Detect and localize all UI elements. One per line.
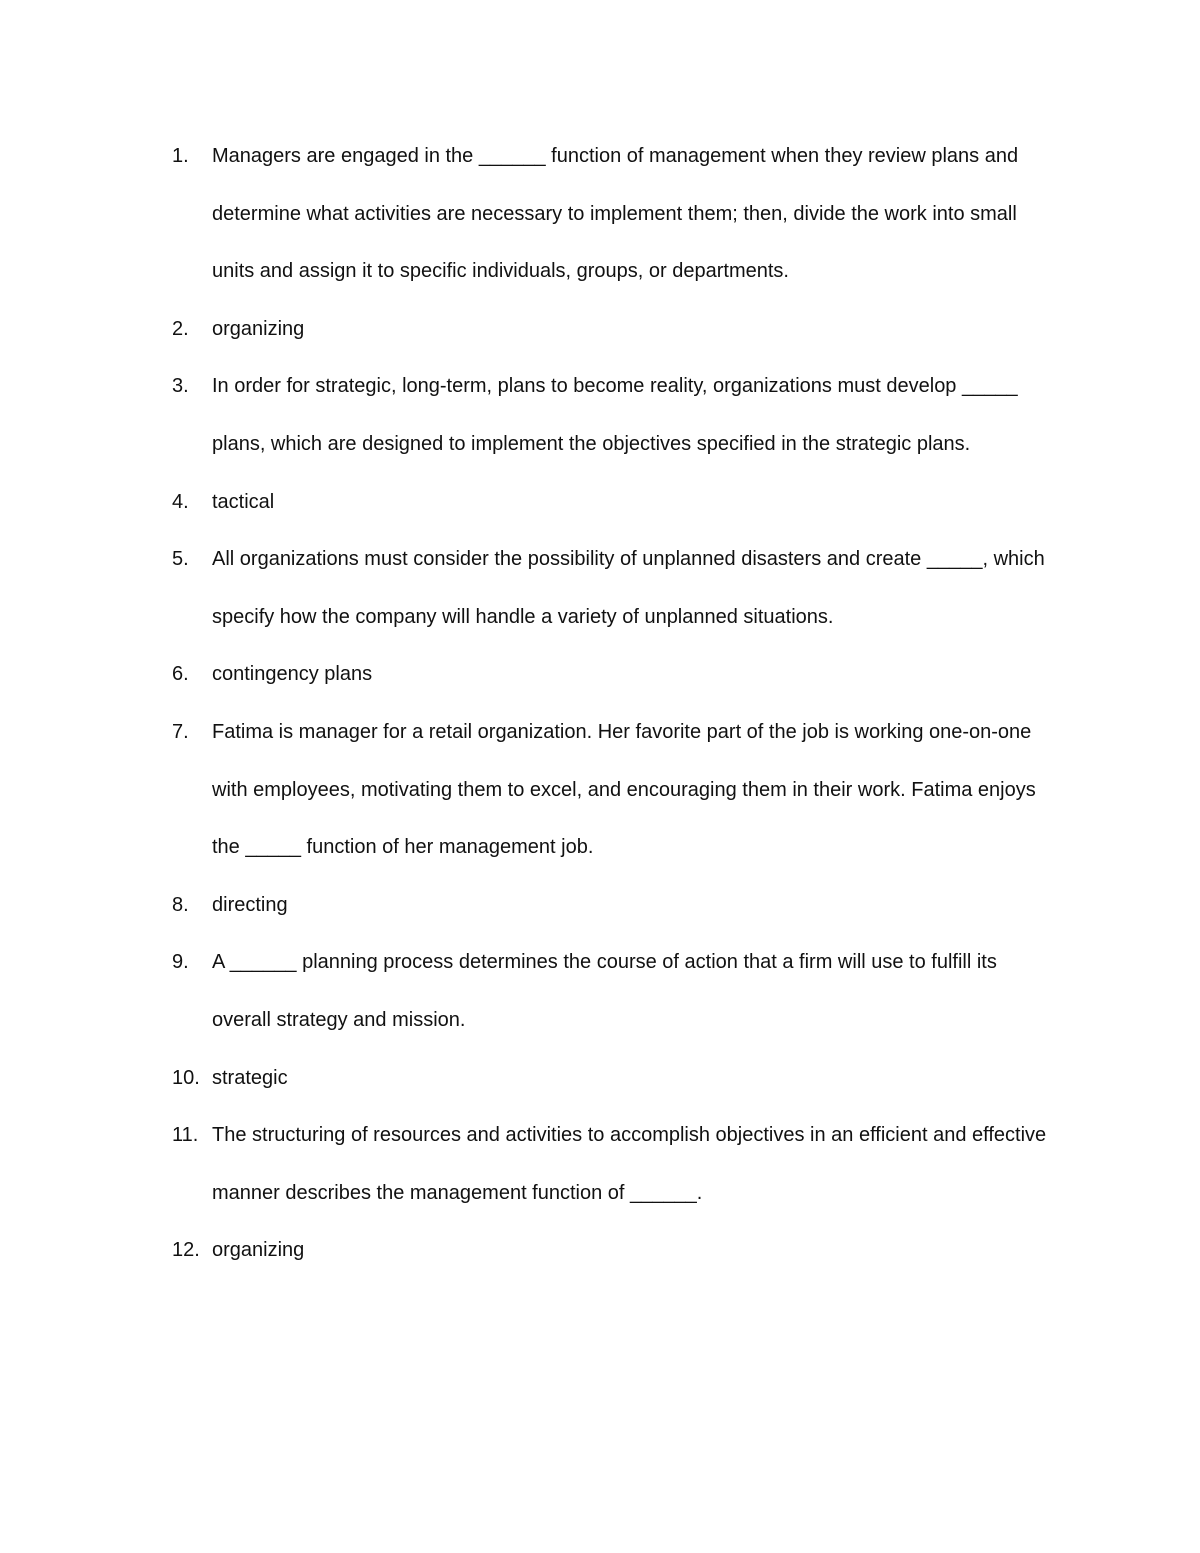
item-text: organizing	[212, 317, 305, 340]
item-number: 5.	[172, 548, 189, 571]
item-text: organizing	[212, 1239, 305, 1262]
list-item	[172, 301, 1052, 359]
list-item	[172, 934, 1052, 1049]
list-item	[172, 877, 1052, 935]
list-item	[172, 704, 1052, 877]
list-item	[172, 1222, 1052, 1280]
list-item	[172, 531, 1052, 646]
item-number: 10.	[172, 1066, 200, 1089]
item-number: 9.	[172, 951, 189, 974]
list-item	[172, 128, 1052, 301]
list-item	[172, 1050, 1052, 1108]
item-text: Fatima is manager for a retail organization. Her favorite part of the job is working one-on-one with employees, motivating them to excel, and encouraging them in their work. Fatima enjoys the _____ function of her management job.	[212, 720, 1036, 859]
item-number: 7.	[172, 720, 189, 743]
numbered-list	[172, 128, 1052, 1280]
item-text: All organizations must consider the possibility of unplanned disasters and create _____, which specify how the company will handle a variety of unplanned situations.	[212, 548, 1045, 628]
item-number: 8.	[172, 893, 189, 916]
item-text: A ______ planning process determines the course of action that a firm will use to fulfill its overall strategy and mission.	[212, 951, 997, 1031]
item-number: 1.	[172, 145, 189, 167]
item-text: The structuring of resources and activities to accomplish objectives in an efficient and effective manner describes the management function of ______.	[212, 1124, 1047, 1204]
item-text: tactical	[212, 490, 275, 513]
list-item	[172, 358, 1052, 473]
item-text: directing	[212, 893, 288, 916]
list-item	[172, 1107, 1052, 1222]
item-number: 4.	[172, 490, 189, 513]
item-text: In order for strategic, long-term, plans to become reality, organizations must develop _____ plans, which are designed to implement the objectives specified in the strategic plans.	[212, 375, 1018, 455]
item-text: strategic	[212, 1066, 288, 1089]
list-item	[172, 474, 1052, 532]
item-number: 12.	[172, 1239, 200, 1262]
item-text: contingency plans	[212, 663, 373, 686]
item-number: 2.	[172, 317, 189, 340]
item-number: 3.	[172, 375, 189, 398]
item-text: Managers are engaged in the ______ function of management when they review plans and determine what activities are necessary to implement them; then, divide the work into small units and assign it to specific individuals, groups, or departments.	[212, 145, 1019, 283]
item-number: 6.	[172, 663, 189, 686]
list-item	[172, 646, 1052, 704]
item-number: 11.	[172, 1124, 199, 1147]
